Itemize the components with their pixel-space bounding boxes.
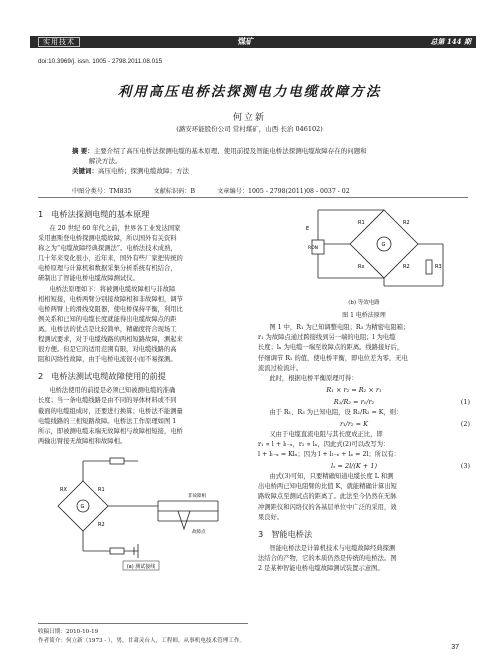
text-line: 由式(3)可知，只要精确知道电缆长度 L 和测 (269, 473, 394, 481)
label-fault-point: 故障点 (192, 529, 206, 535)
text-line: 研制出了智能电桥电缆故障测试仪。 (38, 275, 139, 283)
page-number: 37 (451, 644, 459, 651)
text-line: 采用惠斯登电桥探测电缆故障，所以国外有关资料 (38, 235, 177, 243)
abstract (72, 146, 452, 176)
equation-1 (258, 396, 470, 408)
label-healthy-phase: 非故障相 (188, 493, 206, 499)
figure-1b-circuit (258, 200, 470, 298)
text-line: 路故障点至测试点的距离了。此法至今仍然在无脉 (258, 493, 397, 501)
paper-title: 利用高压电桥法探测电力电缆故障方法 (117, 84, 382, 100)
paragraph (258, 472, 470, 522)
equation-body: lₓ = 2l/(K + 1) (330, 462, 377, 471)
text-line: r₁ ∝ l + lₗ₋ₓ，r₂ ∝ lₓ，因此式(2)可以改写为： (258, 441, 390, 449)
text-line: 电桥两臂上的滑线变阻器，使电桥保持平衡，利用比 (38, 305, 183, 313)
label-g: G (381, 242, 386, 248)
left-column (38, 205, 244, 575)
text-line: 2 是某种智能电桥电缆故障测试装置示意图。 (258, 564, 384, 572)
figure-1-caption: 图 1 电桥法原理 (342, 312, 386, 320)
document-code: 文献标识码：B (153, 188, 196, 195)
section-3-heading (258, 528, 470, 540)
equation-body: R₁/R₂ = r₁/r₂ (333, 397, 375, 406)
abstract-line: 解决方法。 (88, 157, 122, 165)
text-line: r₁ 为故障点通过跨接线到另一端的电阻；l 为电缆 (258, 334, 396, 342)
right-column (258, 200, 470, 574)
text-line: 由于 R₁、R₃ 为已知电阻，设 R₁/R₂ = K，则： (269, 408, 403, 416)
paragraph (38, 285, 244, 366)
text-line: 很方便。但是它的适用范围有限，对电缆线路的高 (38, 346, 177, 354)
text-line: 电桥法使用的前提是必须已知被测电缆的准确 (49, 387, 176, 395)
label-r2: R2 (98, 521, 105, 528)
author-name: 何立新 (232, 113, 266, 123)
text-line: 所示，即被测电缆末端无故障相与故障相短接，电桥 (38, 427, 183, 435)
text-line: 离。电桥法的优点是比较简单，精确度符合现场工 (38, 325, 177, 333)
text-line: 称之为“电缆故障经典探测法”。电桥法技术成熟， (38, 245, 177, 253)
divider (38, 197, 468, 198)
paragraph (38, 224, 244, 285)
label-rx: RX (60, 486, 67, 493)
text-line: 图 1 中，R₁ 为已知调整电阻；R₃ 为精密电阻箱； (269, 324, 410, 332)
keywords-label: 关键词： (72, 167, 98, 175)
text-line: 法结合的产物，它的本质仍然是传统的电桥法。图 (258, 554, 397, 562)
text-line: 长度；lₓ 为电缆一端至故障点的距离。线路接好后， (258, 344, 404, 352)
text-line: 例关系和已知的电缆长度就能得出电缆故障点的距 (38, 315, 177, 323)
label-r2-lower: R2 (403, 264, 410, 270)
paragraph (38, 386, 244, 447)
text-line: 长度；当一条电缆线路是由不同的导体材料或不同 (38, 397, 177, 405)
text-line: 几十年来变化很小，近年来，国外有些厂家把传统的 (38, 255, 183, 263)
label-e: E (306, 226, 310, 232)
label-g: G (80, 503, 85, 510)
text-line: 流流过检流计。 (258, 364, 303, 372)
figure-1b-caption: (b) 等效电路 (348, 300, 380, 307)
author-bio: 作者简介：何立新（1973 - ），男，甘肃灵台人，工程师，从事机电技术管理工作。 (38, 638, 246, 644)
text-line: 相相短接，电桥两臂分别接故障相和非故障相，调节 (38, 295, 183, 303)
text-line: 出电桥两已知电阻臂的比值 K，就能精确计算出短 (258, 483, 397, 491)
section-2-heading (38, 370, 244, 382)
figure-1a-circuit (38, 451, 244, 571)
equation-3 (258, 460, 470, 472)
text-line: 冲测距仪和闪络仪的各基层单位中广泛的采用，效 (258, 503, 397, 511)
received-date: 收稿日期：2010-10-19 (38, 629, 99, 635)
equation-body: r₁/r₂ = K (339, 419, 369, 428)
abstract-line: 主要介绍了高压电桥法探测电缆的基本原理、使用前提及智能电桥法探测电缆故障存在的问题和 (93, 147, 367, 155)
figure-1a-caption: (a) 测试接线 (126, 563, 156, 570)
section-number: 1 (38, 209, 44, 219)
section-tag: 实用技术 (38, 37, 80, 47)
equation-number: (3) (460, 462, 470, 471)
footnote-rule (38, 623, 248, 624)
keywords-text: 高压电桥；探测电缆故障；方法 (98, 167, 189, 175)
section-number: 3 (258, 528, 264, 539)
equation-number: (1) (460, 397, 470, 406)
paragraph (258, 544, 470, 574)
clc-number: 中图分类号：TM835 (72, 188, 132, 195)
label-r3: R3 (435, 264, 442, 270)
text-line: 智能电桥法是计算机技术与电缆故障经典探测 (269, 544, 396, 552)
text-line: 程测试要求，对于电缆线路的两相短路故障，测起来 (38, 336, 183, 344)
article-meta (72, 186, 452, 195)
section-title: 电桥法探测电缆的基本原理 (51, 209, 150, 219)
section-title: 电桥法测试电缆故障使用的前提 (51, 371, 166, 382)
section-number: 2 (38, 371, 44, 382)
text-line: 电桥法原理如下：将被测电缆故障相与非故障 (49, 285, 176, 293)
text-line: 电桥原理与计算机和数据采集分析系统有机结合， (38, 265, 177, 273)
affiliation: (潞安环能股份公司 常村煤矿，山西 长治 046102) (176, 125, 323, 133)
section-title: 智能电桥法 (271, 528, 313, 539)
article-number: 文章编号：1005 - 2798(2011)08 - 0037 - 02 (217, 188, 350, 195)
paragraph (258, 323, 470, 373)
text-line: 截面的电缆组成时，还要进行换算；电桥法不能测量 (38, 407, 183, 415)
text-line: 电缆线路的三相短路故障。电桥法工作原理如图 1 (38, 417, 177, 425)
text-line: 此时，根据电桥平衡原理可得： (269, 374, 358, 382)
label-r2: R2 (403, 220, 410, 226)
text-line: l + lₗ₋ₓ = Klₓ；因为 l + lₗ₋ₓ + lₓ = 2l；所以有： (258, 451, 400, 459)
equation (258, 384, 470, 396)
issue-number: 总第 144 期 (430, 37, 471, 46)
journal-logo: 煤矿 (238, 36, 254, 46)
doi[interactable]: doi:10.3969/j. issn. 1005 - 2798.2011.08.015 (38, 58, 163, 65)
abstract-label: 摘 要： (72, 147, 94, 155)
text-line: 又由于电缆直流电阻与其长度成正比，即 (269, 430, 383, 438)
text-line: 阻和闪络性故障，由于电桥电流很小而不易探测。 (38, 356, 177, 364)
text-line: 仔细调节 R₁ 的值，使电桥平衡，即电位差为零，无电 (258, 354, 408, 362)
label-r1: R1 (98, 486, 105, 493)
equation-number: (2) (460, 419, 470, 428)
equation-body: R₁ × r₂ = R₂ × r₁ (326, 385, 382, 394)
label-rx: Rx (358, 264, 365, 270)
text-line: 在 20 世纪 60 年代之前，世界各工业发达国家 (49, 225, 181, 232)
section-1-heading (38, 208, 244, 220)
label-ron: RON (308, 246, 319, 251)
paragraph (258, 430, 470, 460)
equation-2 (258, 418, 470, 430)
label-r1: R1 (358, 220, 365, 226)
text-line: 果良好。 (258, 513, 284, 521)
text-line: 两输出臂接无故障相和故障相。 (38, 437, 127, 445)
